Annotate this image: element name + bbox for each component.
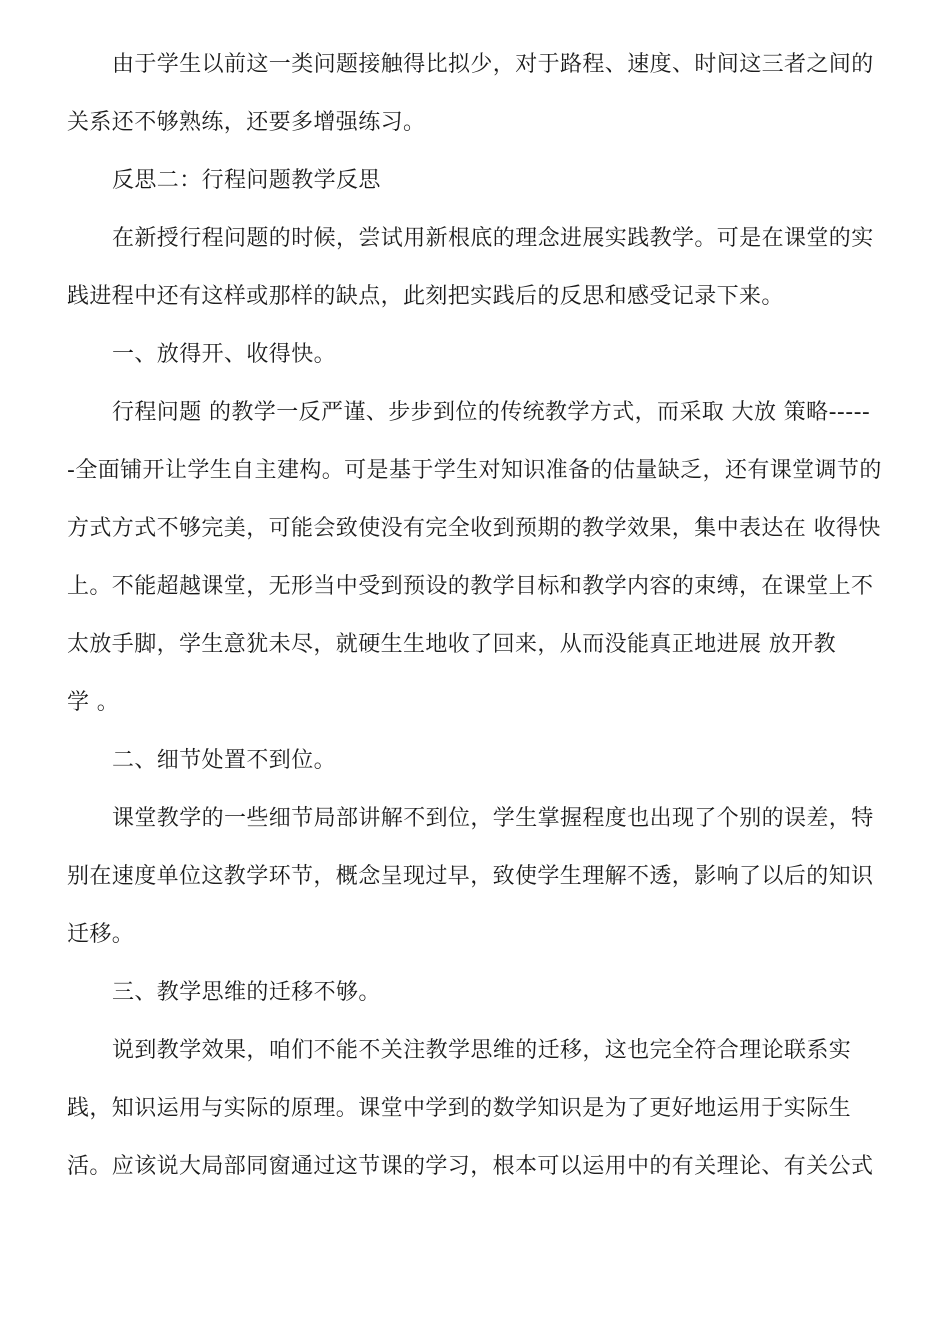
- paragraph-line: 践，知识运用与实际的原理。课堂中学到的数学知识是为了更好地运用于实际生: [67, 1096, 852, 1121]
- paragraph-line: 方式方式不够完美，可能会致使没有完全收到预期的教学效果，集中表达在 收得快: [67, 516, 881, 541]
- paragraph-line: 课堂教学的一些细节局部讲解不到位，学生掌握程度也出现了个别的误差，特: [112, 806, 874, 831]
- paragraph-line: 学 。: [67, 690, 120, 715]
- paragraph-line: 践进程中还有这样或那样的缺点，此刻把实践后的反思和感受记录下来。: [67, 284, 784, 309]
- paragraph-line: 关系还不够熟练，还要多增强练习。: [67, 110, 426, 135]
- paragraph-line: 迁移。: [67, 922, 135, 947]
- paragraph-line: 别在速度单位这教学环节，概念呈现过早，致使学生理解不透，影响了以后的知识: [67, 864, 874, 889]
- paragraph-line: 活。应该说大局部同窗通过这节课的学习，根本可以运用中的有关理论、有关公式: [67, 1154, 874, 1179]
- paragraph-line: 在新授行程问题的时候，尝试用新根底的理念进展实践教学。可是在课堂的实: [112, 226, 874, 251]
- paragraph-line: 由于学生以前这一类问题接触得比拟少，对于路程、速度、时间这三者之间的: [112, 52, 874, 77]
- paragraph-line: 说到教学效果，咱们不能不关注教学思维的迁移，这也完全符合理论联系实: [112, 1038, 852, 1063]
- section-heading: 反思二：行程问题教学反思: [112, 168, 381, 193]
- subheading-3: 三、教学思维的迁移不够。: [112, 980, 381, 1005]
- paragraph-line: 太放手脚，学生意犹未尽，就硬生生地收了回来，从而没能真正地进展 放开教: [67, 632, 836, 657]
- paragraph-line: -全面铺开让学生自主建构。可是基于学生对知识准备的估量缺乏，还有课堂调节的: [67, 458, 882, 483]
- subheading-2: 二、细节处置不到位。: [112, 748, 337, 773]
- paragraph-line: 上。不能超越课堂，无形当中受到预设的教学目标和教学内容的束缚，在课堂上不: [67, 574, 874, 599]
- paragraph-line: 行程问题 的教学一反严谨、步步到位的传统教学方式，而采取 大放 策略-----: [112, 400, 871, 425]
- subheading-1: 一、放得开、收得快。: [112, 342, 337, 367]
